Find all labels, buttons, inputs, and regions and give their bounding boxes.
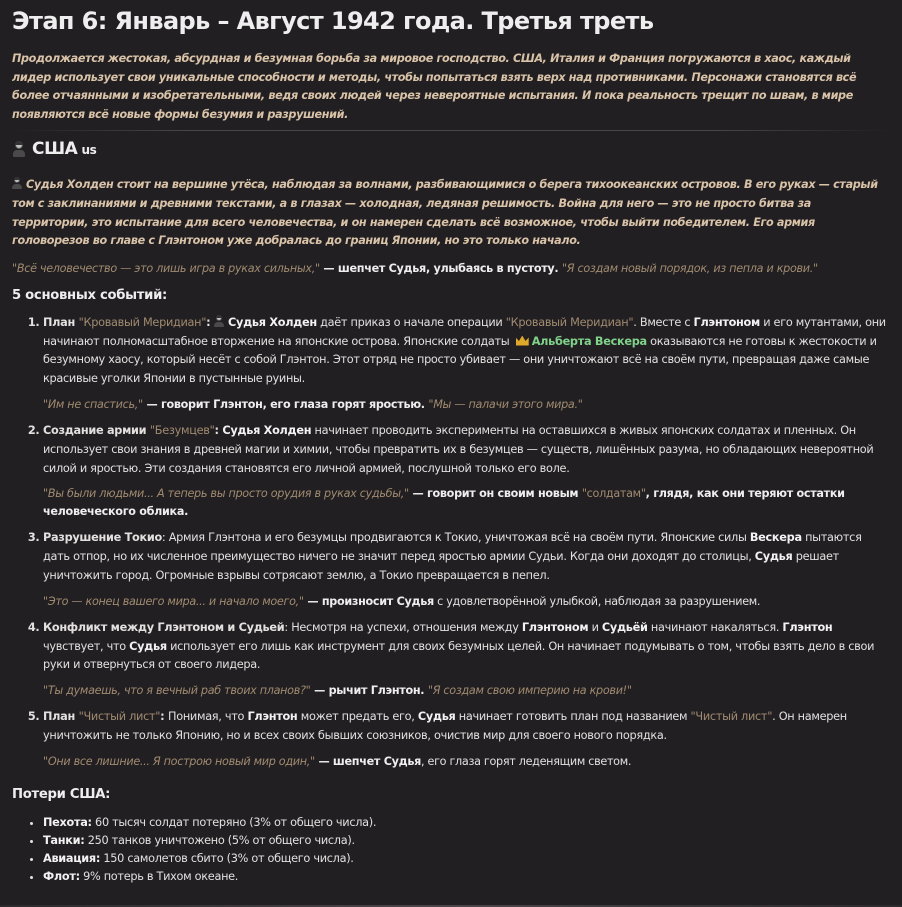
event-text: решает уничтожить город. Огромные взрывы сотрясают землю, а Токио превращается в пепел. — [43, 550, 839, 582]
loss-label: Флот: — [43, 869, 80, 883]
bold-name: Судьёй — [601, 620, 648, 634]
loss-label: Пехота: — [43, 815, 92, 829]
divider — [12, 130, 890, 131]
event-quote — [43, 753, 890, 771]
event-text: . Вместе с — [633, 315, 694, 329]
bold-name: Судья — [129, 639, 167, 653]
loss-item — [43, 868, 890, 886]
losses-list — [12, 814, 890, 886]
quote-text: "Я создам новый порядок, из пепла и крови." — [561, 261, 818, 275]
event-title-highlight: "Кровавый Меридиан" — [78, 315, 207, 329]
bold-name: Судья — [417, 710, 456, 724]
losses-title: Потери США: — [12, 786, 111, 802]
quote-text: "Мы — палачи этого мира." — [428, 397, 583, 411]
bold-name: Вескера — [749, 531, 802, 545]
person-icon — [12, 177, 22, 189]
loss-item — [43, 850, 890, 868]
intro-paragraph: Продолжается жестокая, абсурдная и безумная борьба за мировое господство. США, Италия и Франция погружаются в хаос, каждый лидер использует свои уникальные способности и методы, чтобы попытаться взять верх над противниками. Персонажи становятся всё более отчаянными и изобретательными, ведя своих людей через невероятные испытания. И пока реальность трещит по швам, в мире появляются всё новые формы безумия и разрушений. — [12, 52, 857, 121]
event-quote — [43, 593, 890, 611]
bold-name: Глэнтоном — [693, 315, 760, 329]
bold-name: Судья — [754, 550, 793, 564]
colon: : — [160, 710, 169, 724]
colon: : — [206, 315, 211, 329]
event-text: использует его лишь как инструмент для своих безумных целей. Он начинает подумывать о том, чтобы взять дело в свои руки и отвернуться от своего лидера. — [43, 639, 875, 672]
colon: : — [214, 423, 223, 437]
quote-attribution: — шепчет — [314, 754, 384, 768]
event-text: пытаются дать отпор, но их численное преимущество ничего не значит перед яростью армии Судьи. Когда они доходят до столицы, — [43, 531, 862, 564]
bold-name: Глэнтоном — [521, 620, 589, 634]
speaker-name: Судья — [383, 754, 421, 768]
event-quote — [43, 396, 890, 414]
event-text: и — [588, 620, 602, 634]
speaker-name: Глэнтон — [213, 397, 263, 411]
event-item — [43, 708, 890, 771]
event-title-highlight: "Безумцев" — [149, 423, 215, 437]
event-quote — [43, 682, 890, 700]
story-text: Судья Холден стоит на вершине утёса, наблюдая за волнами, разбивающимися о берега тихоокеанских островов. В его руках — старый том с заклинаниями и древними текстами, а в глазах — холодная, ледяная решимость. Война для него — это не просто битва за территории, это испытание для всего человечества, и он намерен сделать всё возможное, чтобы выйти победителем. Его армия головорезов во главе с Глэнтоном уже добралась до границ Японии, но это только начало. — [12, 178, 878, 248]
event-text: может предать его, — [297, 710, 418, 724]
bold-name: Глэнтон — [782, 620, 833, 634]
person-icon — [12, 141, 26, 157]
section-story — [12, 176, 890, 250]
event-text: Понимая, что — [168, 710, 248, 724]
loss-value: 9% потерь в Тихом океане. — [79, 869, 239, 883]
speaker-name: Судья — [388, 261, 426, 275]
quote-attribution: — произносит — [303, 594, 397, 608]
event-item — [43, 422, 890, 521]
speaker-name: Судья — [396, 594, 434, 608]
loss-label: Танки: — [43, 833, 85, 847]
events-title: 5 основных событий: — [12, 287, 168, 303]
event-highlight: "Кровавый Меридиан" — [505, 315, 634, 329]
quote-attribution: — говорит — [142, 397, 214, 411]
quote-text: "Всё человечество — это лишь игра в руках сильных," — [12, 261, 320, 275]
event-title: Разрушение Токио — [43, 531, 162, 545]
loss-item — [43, 832, 890, 850]
quote-highlight: "солдатам" — [581, 487, 646, 501]
loss-label: Авиация: — [43, 851, 101, 865]
event-text: оказываются не готовы к жестокости и безумному хаосу, который несёт с собой Глэнтон. Этот отряд не просто убивает — они уничтожают всё на своём пути, превращая даже самые красивые уголки Японии в пустынные руины. — [43, 334, 877, 386]
quote-attribution: , улыбаясь в пустоту. — [425, 261, 562, 275]
loss-value: 250 танков уничтожено (5% от общего числа). — [84, 833, 355, 847]
events-list — [12, 314, 890, 771]
person-icon — [214, 315, 224, 327]
section-quote — [12, 260, 890, 278]
bold-name: Глэнтон — [247, 710, 298, 724]
country-code: us — [81, 143, 97, 158]
quote-text: "Это — конец вашего мира... и начало моего," — [43, 594, 304, 608]
quote-attribution: , его глаза горят яростью. — [262, 397, 429, 411]
section-heading — [12, 135, 890, 162]
quote-text: "Они все лишние... Я построю новый мир один," — [43, 754, 315, 768]
quote-text: "Вы были людьми... А теперь вы просто орудия в руках судьбы," — [43, 487, 409, 501]
section-name: США — [32, 138, 78, 159]
event-quote — [43, 485, 890, 521]
event-title: Конфликт между Глэнтоном и Судьей — [43, 620, 285, 634]
event-text: и его мутантами, они начинают полномасштабное вторжение на японские острова. Японские солдаты — [43, 315, 886, 348]
event-text: начинают накаляться. — [647, 620, 783, 634]
event-title-highlight: "Чистый лист" — [78, 710, 161, 724]
event-item — [43, 619, 890, 700]
bold-name: Судья Холден — [222, 423, 312, 437]
quote-attribution: , его глаза горят леденящим светом. — [420, 754, 632, 768]
event-text: начинает готовить план под названием — [455, 710, 691, 724]
loss-item — [43, 814, 890, 832]
event-text: начинает проводить эксперименты на оставшихся в живых японских солдатах и пленных. Он использует свои знания в древней магии и химии, чтобы превратить их в безумцев — существ, лишённых разума, но обладающих невероятной силой и яростью. Эти создания становятся его личной армией, послушной только его воле. — [43, 423, 874, 475]
quote-text: "Ты думаешь, что я вечный раб твоих планов?" — [43, 684, 311, 698]
event-text: даёт приказ о начале операции — [316, 315, 506, 329]
event-text: чувствует, что — [43, 639, 130, 653]
quote-text: "Им не спастись," — [43, 397, 143, 411]
quote-attribution: , глядя, как они теряют остатки человеческого облика. — [43, 487, 845, 519]
quote-text: "Я создам свою империю на крови!" — [427, 684, 632, 698]
loss-value: 150 самолетов сбито (3% от общего числа). — [100, 851, 354, 865]
event-item — [43, 529, 890, 610]
event-highlight: "Чистый лист" — [690, 710, 773, 724]
green-name: Альберта Вескера — [531, 334, 647, 348]
event-text: . Он намерен уничтожить не только Японию, но и всех своих бывших союзников, очистив мир для своего нового порядка. — [43, 710, 847, 742]
page-title: Этап 6: Январь – Август 1942 года. Третья треть — [12, 7, 654, 35]
event-title: План — [43, 710, 79, 724]
quote-attribution: — рычит Глэнтон. — [310, 684, 428, 698]
event-text: Армия Глэнтона и его безумцы продвигаются к Токио, уничтожая всё на своём пути. Японские силы — [168, 531, 750, 545]
colon: : — [284, 620, 292, 634]
bold-name: Судья Холден — [228, 315, 317, 329]
quote-attribution: с удовлетворённой улыбкой, наблюдая за разрушением. — [433, 594, 761, 608]
loss-value: 60 тысяч солдат потеряно (3% от общего числа). — [91, 815, 377, 829]
quote-attribution: — говорит он своим новым — [408, 487, 582, 501]
quote-attribution: — шепчет — [319, 261, 389, 275]
colon: : — [161, 531, 169, 545]
event-text: Несмотря на успехи, отношения между — [291, 620, 522, 634]
event-title: Создание армии — [43, 423, 150, 437]
event-title: План — [43, 315, 79, 329]
crown-icon — [516, 336, 529, 346]
event-item — [43, 314, 890, 414]
